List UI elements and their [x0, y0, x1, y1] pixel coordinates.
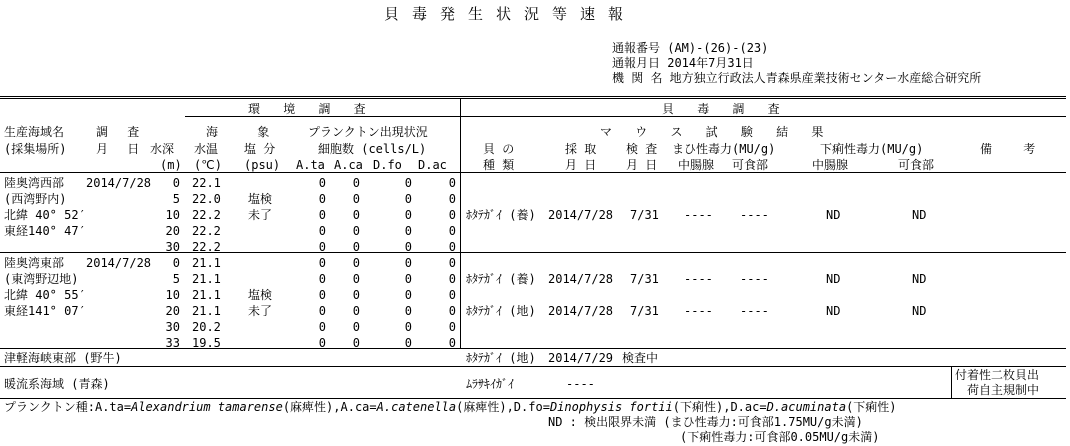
dac-header: D.ac	[418, 158, 447, 172]
legend-text-1: (麻痺性),A.ca=	[282, 400, 377, 414]
temp-header: 水温	[194, 142, 219, 156]
report-organization: 機 関 名 地方独立行政法人青森県産業技術センター水産総合研究所	[612, 71, 982, 85]
area1-sampling-date: 2014/7/28	[548, 208, 614, 222]
legend-text-3: (下痢性),D.ac=	[672, 400, 767, 414]
inspection-date-header: 検 査	[626, 142, 658, 156]
inspection-date-header-2: 月 日	[626, 158, 658, 172]
notes-divider	[951, 366, 952, 398]
area2-temp-4: 20.2	[192, 320, 221, 334]
psp-gland-header: 中腸腺	[678, 158, 715, 172]
area1-ata-3: 0	[318, 224, 326, 238]
area4-name: 暖流系海域 (青森)	[4, 377, 110, 391]
area1-aca-4: 0	[352, 240, 360, 254]
area3-sampling-date: 2014/7/29	[548, 351, 614, 365]
area1-place: (西湾野内)	[4, 192, 67, 206]
area2-shell2-dsp-edible: ND	[912, 304, 927, 318]
area1-depth-2: 10	[165, 208, 180, 222]
area2-shell2-psp-edible: ----	[740, 304, 769, 318]
area1-ata-0: 0	[318, 176, 326, 190]
area1-longitude: 東経140° 47′	[4, 224, 86, 238]
area2-salinity-note-2: 未了	[248, 304, 273, 318]
area2-name: 陸奥湾東部	[4, 256, 65, 270]
sampling-date-header: 採 取	[565, 142, 597, 156]
area2-dac-0: 0	[448, 256, 456, 270]
area1-ata-2: 0	[318, 208, 326, 222]
area2-dac-1: 0	[448, 272, 456, 286]
area2-aca-5: 0	[352, 336, 360, 350]
area2-shell1-inspection-date: 7/31	[630, 272, 659, 286]
area2-depth-3: 20	[165, 304, 180, 318]
area1-depth-3: 20	[165, 224, 180, 238]
legend-lead: プランクトン種:A.ta=	[4, 400, 132, 414]
area2-longitude: 東経141° 07′	[4, 304, 86, 318]
plankton-header: プランクトン出現状況	[308, 125, 428, 139]
area2-ata-4: 0	[318, 320, 326, 334]
area2-dfo-1: 0	[404, 272, 412, 286]
area3-shell-kind: ﾎﾀﾃｶﾞｲ (地)	[466, 351, 536, 365]
area1-dfo-1: 0	[404, 192, 412, 206]
plankton-legend	[4, 399, 897, 415]
area2-dfo-2: 0	[404, 288, 412, 302]
area1-depth-0: 0	[172, 176, 180, 190]
sampling-date-header-2: 月 日	[565, 158, 597, 172]
area2-shell2-kind: ﾎﾀﾃｶﾞｲ (地)	[466, 304, 536, 318]
area1-ata-4: 0	[318, 240, 326, 254]
area2-aca-0: 0	[352, 256, 360, 270]
area-header: 生産海域名	[4, 125, 65, 139]
area1-aca-3: 0	[352, 224, 360, 238]
dsp-gland-header: 中腸腺	[812, 158, 849, 172]
species-dfo: Dinophysis fortii	[549, 400, 673, 414]
area2-shell1-dsp-edible: ND	[912, 272, 927, 286]
report-number: 通報番号 (AM)-(26)-(23)	[612, 41, 769, 55]
area2-shell1-dsp-gland: ND	[826, 272, 841, 286]
area2-ata-2: 0	[318, 288, 326, 302]
area1-bottom-border	[0, 252, 1066, 253]
area1-temp-4: 22.2	[192, 240, 221, 254]
sea-condition-header: 海 象	[206, 125, 286, 139]
area2-temp-3: 21.1	[192, 304, 221, 318]
area2-place: (東湾野辺地)	[4, 272, 79, 286]
area2-depth-5: 33	[165, 336, 180, 350]
area2-aca-1: 0	[352, 272, 360, 286]
species-aca: A.catenella	[376, 400, 457, 414]
area1-dac-3: 0	[448, 224, 456, 238]
area2-shell1-sampling-date: 2014/7/28	[548, 272, 614, 286]
nd-note-2: (下痢性毒力:可食部0.05MU/g未満)	[680, 430, 880, 444]
report-date: 通報月日 2014年7月31日	[612, 56, 754, 70]
area1-survey-date: 2014/7/28	[86, 176, 152, 190]
area2-dac-3: 0	[448, 304, 456, 318]
dsp-header: 下痢性毒力(MU/g)	[820, 142, 924, 156]
area2-aca-2: 0	[352, 288, 360, 302]
survey-date-header-2: 月 日	[96, 142, 146, 156]
aca-header: A.ca	[334, 158, 363, 172]
area1-temp-3: 22.2	[192, 224, 221, 238]
species-dac: D.acuminata	[766, 400, 847, 414]
area2-dfo-5: 0	[404, 336, 412, 350]
area1-dac-4: 0	[448, 240, 456, 254]
psp-header: まひ性毒力(MU/g)	[672, 142, 776, 156]
area1-dfo-3: 0	[404, 224, 412, 238]
area2-depth-2: 10	[165, 288, 180, 302]
env-shell-divider	[460, 98, 461, 348]
area2-survey-date: 2014/7/28	[86, 256, 152, 270]
nd-note-1: ND : 検出限界未満 (まひ性毒力:可食部1.75MU/g未満)	[548, 415, 863, 429]
species-ata: Alexandrium tamarense	[131, 400, 283, 414]
area1-shell-kind: ﾎﾀﾃｶﾞｲ (養)	[466, 208, 536, 222]
area1-dfo-4: 0	[404, 240, 412, 254]
shell-kind-header: 貝 の	[483, 142, 515, 156]
area3-bottom-border	[0, 366, 1066, 367]
area1-temp-0: 22.1	[192, 176, 221, 190]
area2-temp-0: 21.1	[192, 256, 221, 270]
area2-shell2-sampling-date: 2014/7/28	[548, 304, 614, 318]
area2-ata-5: 0	[318, 336, 326, 350]
area1-depth-4: 30	[165, 240, 180, 254]
shell-kind-header-2: 種 類	[483, 158, 515, 172]
legend-text-4: (下痢性)	[846, 400, 897, 414]
area2-shell2-inspection-date: 7/31	[630, 304, 659, 318]
area2-dac-2: 0	[448, 288, 456, 302]
area1-aca-2: 0	[352, 208, 360, 222]
area2-depth-0: 0	[172, 256, 180, 270]
table-top-border	[0, 96, 1066, 99]
area1-dac-2: 0	[448, 208, 456, 222]
area2-shell1-psp-edible: ----	[740, 272, 769, 286]
area2-shell2-psp-gland: ----	[684, 304, 713, 318]
area3-name: 津軽海峡東部 (野牛)	[4, 351, 122, 365]
area1-temp-2: 22.2	[192, 208, 221, 222]
area2-latitude: 北緯 40° 55′	[4, 288, 86, 302]
area2-shell2-dsp-gland: ND	[826, 304, 841, 318]
area1-dac-0: 0	[448, 176, 456, 190]
legend-text-2: (麻痺性),D.fo=	[456, 400, 550, 414]
depth-unit: (m)	[160, 158, 182, 172]
survey-date-header: 調 査	[96, 125, 146, 139]
area1-inspection-date: 7/31	[630, 208, 659, 222]
area2-shell1-psp-gland: ----	[684, 272, 713, 286]
area3-inspection-status: 検査中	[622, 351, 659, 365]
cells-header: 細胞数 (cells/L)	[318, 142, 427, 156]
mouse-test-header: マ ウ ス 試 験 結 果	[600, 125, 832, 139]
area1-ata-1: 0	[318, 192, 326, 206]
area2-dac-5: 0	[448, 336, 456, 350]
area2-aca-4: 0	[352, 320, 360, 334]
ata-header: A.ta	[296, 158, 325, 172]
dsp-edible-header: 可食部	[898, 158, 935, 172]
area1-dac-1: 0	[448, 192, 456, 206]
area2-shell1-kind: ﾎﾀﾃｶﾞｲ (養)	[466, 272, 536, 286]
area1-dsp-gland: ND	[826, 208, 841, 222]
place-header: (採集場所)	[4, 142, 67, 156]
area2-dac-4: 0	[448, 320, 456, 334]
area2-depth-1: 5	[172, 272, 180, 286]
temp-unit: (℃)	[194, 158, 222, 172]
area2-depth-4: 30	[165, 320, 180, 334]
area1-latitude: 北緯 40° 52′	[4, 208, 86, 222]
area1-psp-edible: ----	[740, 208, 769, 222]
area1-temp-1: 22.0	[192, 192, 221, 206]
area2-ata-0: 0	[318, 256, 326, 270]
depth-header: 水深	[150, 142, 175, 156]
area1-dfo-0: 0	[404, 176, 412, 190]
salinity-unit: (psu)	[244, 158, 281, 172]
area2-temp-1: 21.1	[192, 272, 221, 286]
area1-salinity-note-2: 未了	[248, 208, 273, 222]
area4-shell-kind: ﾑﾗｻｷｲｶﾞｲ	[466, 377, 515, 391]
salinity-header: 塩 分	[244, 142, 276, 156]
area2-salinity-note-1: 塩検	[248, 288, 273, 302]
area2-ata-1: 0	[318, 272, 326, 286]
area4-note-2: 荷自主規制中	[967, 383, 1040, 397]
area1-salinity-note-1: 塩検	[248, 192, 273, 206]
area4-sampling-date: ----	[566, 377, 595, 391]
area2-temp-5: 19.5	[192, 336, 221, 350]
area1-depth-1: 5	[172, 192, 180, 206]
area2-dfo-4: 0	[404, 320, 412, 334]
area4-note-1: 付着性二枚貝出	[955, 368, 1040, 382]
area1-name: 陸奥湾西部	[4, 176, 65, 190]
area1-dfo-2: 0	[404, 208, 412, 222]
notes-header: 備 考	[980, 142, 1048, 156]
area2-temp-2: 21.1	[192, 288, 221, 302]
area2-bottom-border	[0, 348, 1066, 349]
area2-dfo-0: 0	[404, 256, 412, 270]
env-survey-header: 環 境 調 査	[248, 102, 374, 116]
area1-psp-gland: ----	[684, 208, 713, 222]
area1-dsp-edible: ND	[912, 208, 927, 222]
page-title: 貝毒発生状況等速報	[384, 5, 637, 23]
area2-dfo-3: 0	[404, 304, 412, 318]
area2-aca-3: 0	[352, 304, 360, 318]
psp-edible-header: 可食部	[732, 158, 769, 172]
area1-aca-0: 0	[352, 176, 360, 190]
area1-aca-1: 0	[352, 192, 360, 206]
area2-ata-3: 0	[318, 304, 326, 318]
shellfish-survey-header: 貝 毒 調 査	[662, 102, 788, 116]
dfo-header: D.fo	[373, 158, 402, 172]
